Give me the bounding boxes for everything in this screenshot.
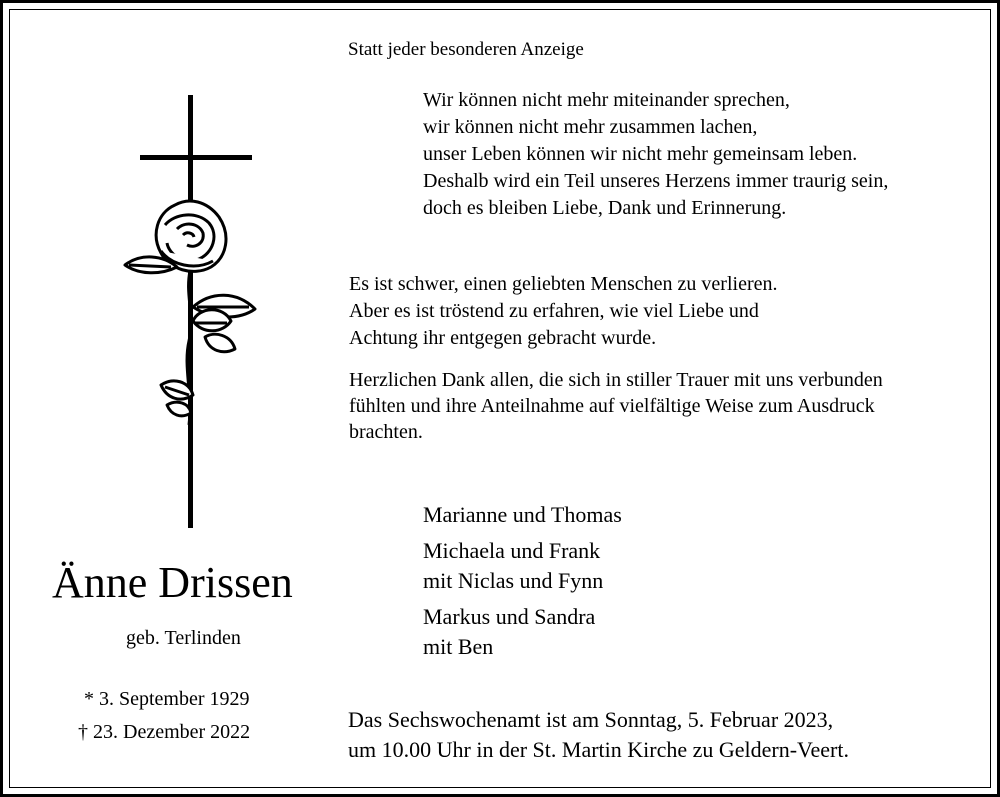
poem: Wir können nicht mehr miteinander sprechen, wir können nicht mehr zusammen lachen, unser Leben können wir nicht mehr gemeinsam leben. Deshalb wird ein Teil unseres Herzens immer traurig sein, doch es bleiben Liebe, Dank und Erinnerung. (423, 89, 889, 219)
service-notice: Das Sechswochenamt ist am Sonntag, 5. Februar 2023, um 10.00 Uhr in der St. Martin Kirche zu Geldern-Veert. (348, 707, 849, 762)
family-entry: Markus und Sandra mit Ben (423, 604, 596, 659)
paragraph-thanks: Herzlichen Dank allen, die sich in stiller Trauer mit uns verbunden fühlten und ihre Anteilnahme auf vielfältige Weise zum Ausdruck brachten. (349, 369, 883, 443)
death-date: † 23. Dezember 2022 (78, 721, 251, 743)
birth-date: * 3. September 1929 (84, 688, 250, 710)
maiden-name: geb. Terlinden (126, 627, 241, 649)
cross-with-rose-icon (115, 95, 265, 530)
family-entry: Marianne und Thomas (423, 502, 622, 527)
heading: Statt jeder besonderen Anzeige (348, 39, 584, 60)
deceased-name: Änne Drissen (52, 558, 293, 607)
family-entry: Michaela und Frank mit Niclas und Fynn (423, 538, 604, 593)
paragraph-condolence: Es ist schwer, einen geliebten Menschen zu verlieren. Aber es ist tröstend zu erfahren, wie viel Liebe und Achtung ihr entgegen gebracht wurde. (349, 273, 778, 349)
